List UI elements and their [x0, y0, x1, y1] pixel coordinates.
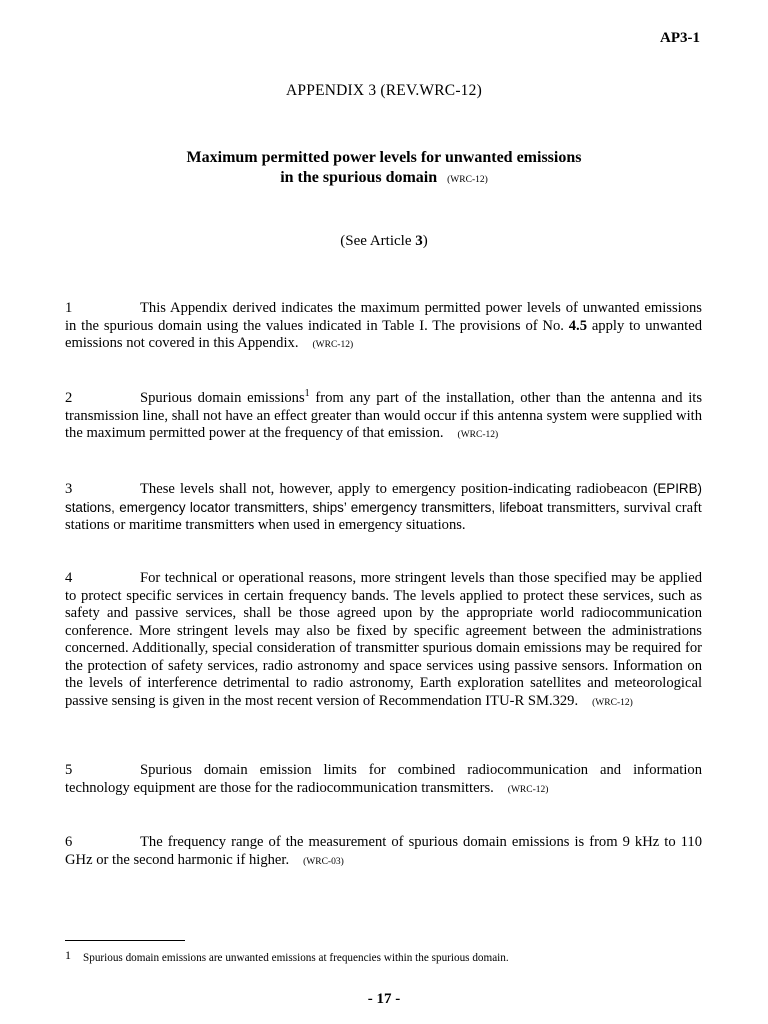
paragraph-number: 4 — [65, 570, 73, 586]
see-article-prefix: (See Article — [340, 233, 416, 249]
paragraph-number: 1 — [65, 300, 73, 316]
paragraph-text: apply to unwanted emissions not covered in this Appendix. — [65, 317, 702, 351]
paragraph-1 — [65, 300, 702, 355]
paragraph-number: 6 — [65, 834, 73, 850]
title-revision-tag: (WRC-12) — [447, 175, 488, 185]
page-reference: AP3-1 — [660, 30, 700, 46]
revision-tag: (WRC-12) — [457, 430, 499, 440]
paragraph-2 — [65, 390, 702, 445]
document-title — [0, 148, 768, 190]
revision-tag: (WRC-12) — [507, 784, 549, 795]
revision-tag: (WRC-12) — [312, 340, 354, 350]
title-line-1: Maximum permitted power levels for unwanted emissions — [186, 149, 582, 166]
paragraph-text: These levels shall not, however, apply to emergency position-indicating radiobeacon — [140, 481, 653, 497]
footnote-divider — [65, 940, 185, 941]
paragraph-text: Spurious domain emissions — [140, 390, 305, 406]
paragraph-number: 2 — [65, 390, 73, 406]
footnote — [65, 948, 705, 965]
paragraph-number: 5 — [65, 762, 73, 778]
paragraph-text-sans: (EPIRB) stations, emergency locator transmitters, ships’ emergency transmitters, lifeboat — [65, 481, 702, 515]
paragraph-3 — [65, 480, 702, 535]
footnote-reference: 1 — [304, 388, 310, 400]
paragraph-4 — [65, 570, 702, 712]
see-article-reference — [0, 233, 768, 250]
footnote-text: Spurious domain emissions are unwanted emissions at frequencies within the spurious domain. — [83, 952, 509, 964]
footnote-mark: 1 — [65, 948, 71, 962]
paragraph-text: This Appendix derived indicates the maximum permitted power levels of unwanted emissions in the spurious domain using the values indicated in Table I. The provisions of No. — [65, 300, 702, 334]
paragraph-text: For technical or operational reasons, more stringent levels than those specified may be applied to protect specific services in certain frequency bands. The levels applied to protect these services, such as safety and passive services, shall be those agreed upon by the appropriate world radiocommunication conference. More stringent levels may also be fixed by specific agreement between the administrations concerned. Additionally, special consideration of transmitter spurious domain emissions may be required for the protection of safety services, radio astronomy and space services using passive sensors. Information on the levels of interference detrimental to radio astronomy, Earth exploration satellites and meteorological passive sensing is given in the most recent version of Recommendation ITU-R SM.329. — [65, 570, 702, 709]
paragraph-5 — [65, 762, 702, 799]
page-number: - 17 - — [367, 991, 401, 1007]
article-number: 3 — [415, 233, 423, 249]
paragraph-text: The frequency range of the measurement of spurious domain emissions is from 9 kHz to 110 GHz or the second harmonic if higher. — [65, 834, 702, 868]
paragraph-number: 3 — [65, 481, 73, 497]
provision-reference: 4.5 — [568, 317, 587, 334]
title-line-2: in the spurious domain — [280, 169, 438, 186]
paragraph-text: transmitters, survival craft stations or maritime transmitters when used in emergency situations. — [65, 499, 702, 533]
revision-tag: (WRC-03) — [303, 856, 344, 867]
paragraph-6 — [65, 834, 702, 871]
revision-tag: (WRC-12) — [592, 697, 633, 708]
appendix-title: APPENDIX 3 (REV.WRC-12) — [286, 82, 482, 99]
paragraph-text: from any part of the installation, other than the antenna and its transmission line, shall not have an effect greater than would occur if this antenna system were supplied with the maximum permitted power at the frequency of that emission. — [65, 390, 702, 441]
paragraph-text: Spurious domain emission limits for combined radiocommunication and information technology equipment are those for the radiocommunication transmitters. — [65, 762, 702, 796]
see-article-suffix: ) — [422, 233, 428, 249]
